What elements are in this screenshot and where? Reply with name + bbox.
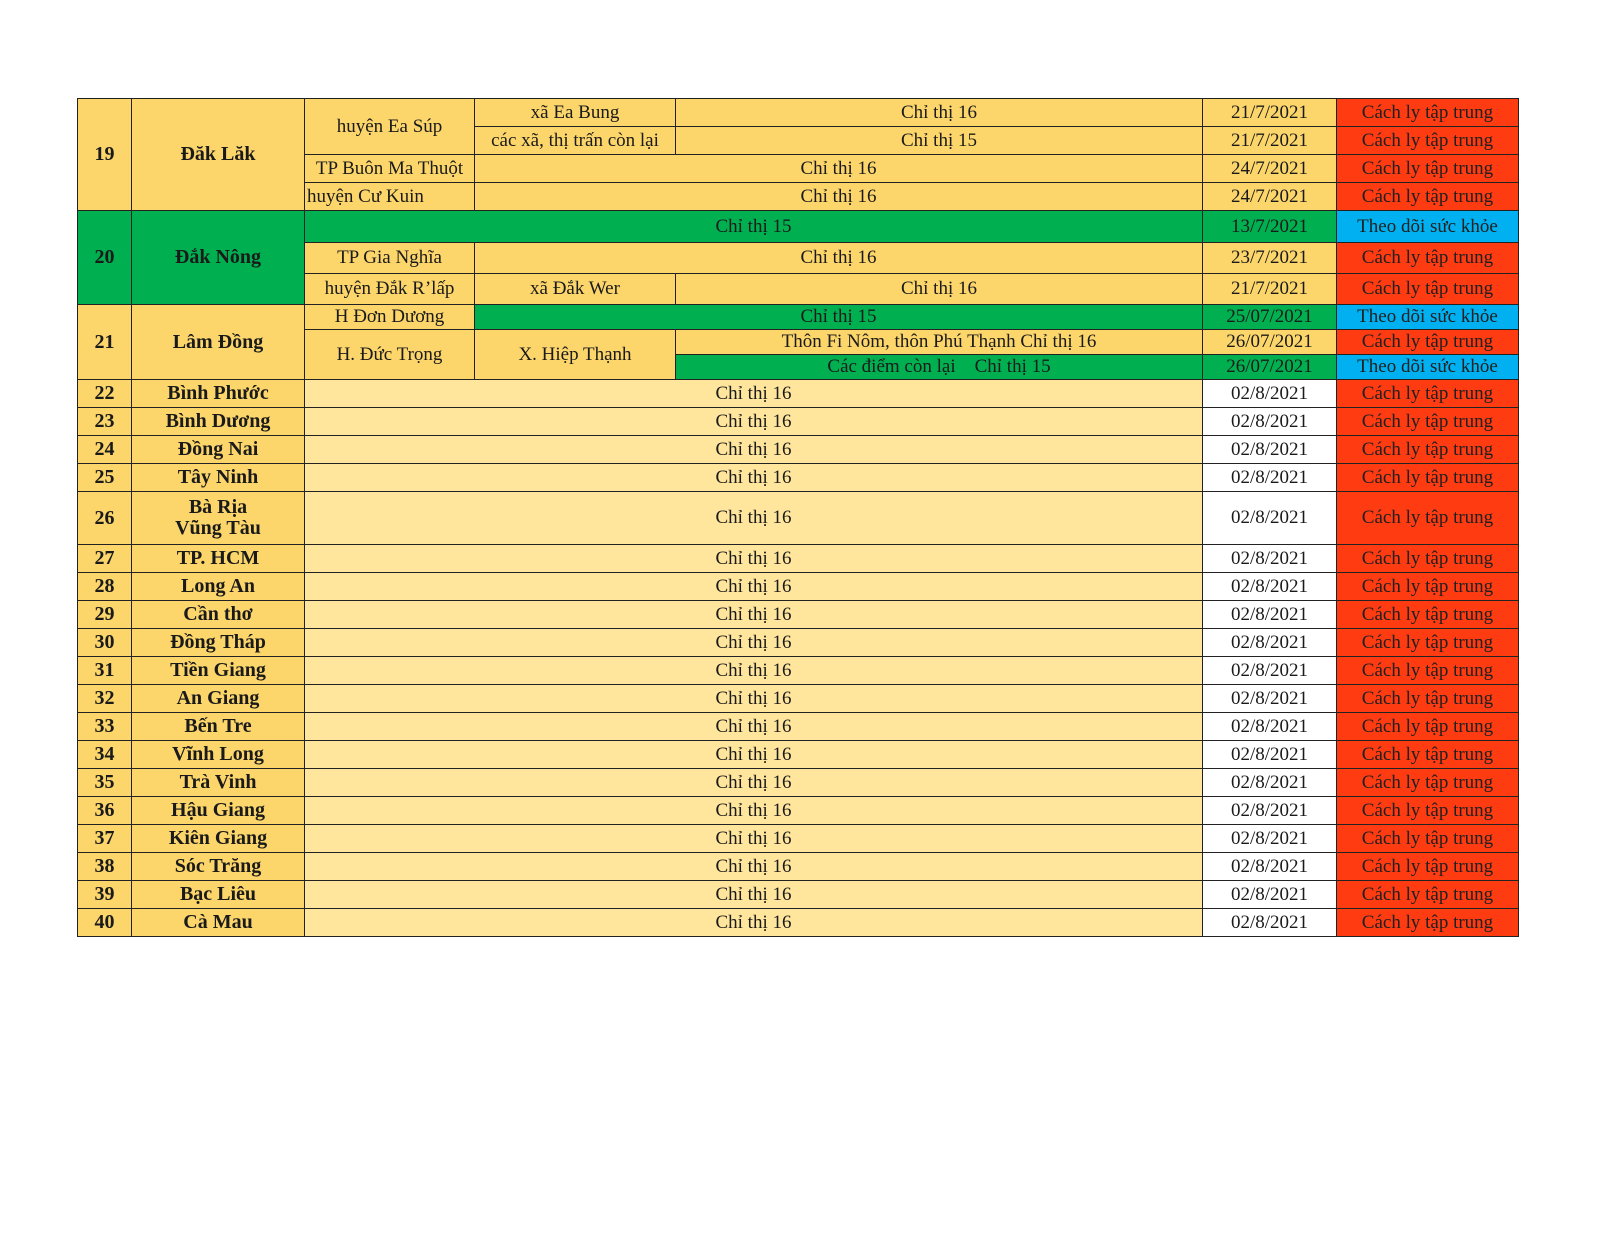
- row-number: 23: [78, 408, 132, 436]
- status-badge: Cách ly tập trung: [1337, 492, 1519, 545]
- date-cell: 23/7/2021: [1203, 243, 1337, 274]
- status-badge: Cách ly tập trung: [1337, 183, 1519, 211]
- directive-cell: Chỉ thị 16: [305, 881, 1203, 909]
- status-badge: Cách ly tập trung: [1337, 685, 1519, 713]
- date-cell: 02/8/2021: [1203, 408, 1337, 436]
- directive-cell: Chỉ thị 16: [676, 99, 1203, 127]
- date-cell: 02/8/2021: [1203, 436, 1337, 464]
- row-number: 28: [78, 573, 132, 601]
- directive-cell: Chỉ thị 16: [305, 380, 1203, 408]
- directive-cell: Chỉ thị 16: [305, 825, 1203, 853]
- status-badge: Theo dõi sức khỏe: [1337, 211, 1519, 243]
- date-cell: 02/8/2021: [1203, 464, 1337, 492]
- status-badge: Cách ly tập trung: [1337, 797, 1519, 825]
- status-badge: Cách ly tập trung: [1337, 713, 1519, 741]
- row-number: 25: [78, 464, 132, 492]
- commune-name: X. Hiệp Thạnh: [475, 330, 676, 380]
- table-row: [78, 305, 1519, 330]
- directive-cell: Chỉ thị 16: [305, 769, 1203, 797]
- commune-name: các xã, thị trấn còn lại: [475, 127, 676, 155]
- date-cell: 02/8/2021: [1203, 853, 1337, 881]
- date-cell: 02/8/2021: [1203, 573, 1337, 601]
- province-name: Bình Phước: [132, 380, 305, 408]
- directive-cell: Chỉ thị 16: [475, 243, 1203, 274]
- directive-cell: Chỉ thị 16: [305, 853, 1203, 881]
- date-cell: 02/8/2021: [1203, 685, 1337, 713]
- date-cell: 21/7/2021: [1203, 99, 1337, 127]
- directive-cell: Chỉ thị 16: [305, 909, 1203, 937]
- district-name: huyện Cư Kuin: [305, 183, 475, 211]
- status-badge: Cách ly tập trung: [1337, 573, 1519, 601]
- status-badge: Cách ly tập trung: [1337, 243, 1519, 274]
- status-badge: Theo dõi sức khỏe: [1337, 305, 1519, 330]
- row-number: 32: [78, 685, 132, 713]
- date-cell: 02/8/2021: [1203, 629, 1337, 657]
- directive-cell: Chỉ thị 16: [305, 573, 1203, 601]
- table-row: [78, 853, 1519, 881]
- province-name: Đồng Tháp: [132, 629, 305, 657]
- status-badge: Cách ly tập trung: [1337, 408, 1519, 436]
- row-number: 34: [78, 741, 132, 769]
- province-name: An Giang: [132, 685, 305, 713]
- row-number: 39: [78, 881, 132, 909]
- row-number: 27: [78, 545, 132, 573]
- district-name: TP Gia Nghĩa: [305, 243, 475, 274]
- row-number: 36: [78, 797, 132, 825]
- directive-cell: Chỉ thị 16: [305, 492, 1203, 545]
- district-name: H Đơn Dương: [305, 305, 475, 330]
- status-badge: Cách ly tập trung: [1337, 909, 1519, 937]
- table-row: [78, 685, 1519, 713]
- directive-cell: Chỉ thị 15: [475, 305, 1203, 330]
- district-name: TP Buôn Ma Thuột: [305, 155, 475, 183]
- directive-cell: Chỉ thị 16: [305, 797, 1203, 825]
- directive-cell: Chỉ thị 16: [305, 545, 1203, 573]
- directive-cell: Chỉ thị 15: [676, 127, 1203, 155]
- date-cell: 25/07/2021: [1203, 305, 1337, 330]
- table-row: [78, 99, 1519, 127]
- status-badge: Cách ly tập trung: [1337, 274, 1519, 305]
- district-name: huyện Đắk R’lấp: [305, 274, 475, 305]
- row-number: 38: [78, 853, 132, 881]
- date-cell: 02/8/2021: [1203, 380, 1337, 408]
- row-number: 22: [78, 380, 132, 408]
- directive-cell: Chỉ thị 16: [475, 183, 1203, 211]
- date-cell: 02/8/2021: [1203, 909, 1337, 937]
- date-cell: 02/8/2021: [1203, 545, 1337, 573]
- status-badge: Cách ly tập trung: [1337, 99, 1519, 127]
- row-number: 21: [78, 305, 132, 380]
- date-cell: 02/8/2021: [1203, 492, 1337, 545]
- date-cell: 21/7/2021: [1203, 127, 1337, 155]
- province-name: Hậu Giang: [132, 797, 305, 825]
- table-row: [78, 713, 1519, 741]
- date-cell: 02/8/2021: [1203, 601, 1337, 629]
- table-row: [78, 769, 1519, 797]
- date-cell: 02/8/2021: [1203, 657, 1337, 685]
- table-row: [78, 601, 1519, 629]
- row-number: 37: [78, 825, 132, 853]
- table-row: [78, 492, 1519, 545]
- row-number: 26: [78, 492, 132, 545]
- table-row: [78, 909, 1519, 937]
- province-name: Bình Dương: [132, 408, 305, 436]
- status-badge: Cách ly tập trung: [1337, 825, 1519, 853]
- status-badge: Cách ly tập trung: [1337, 330, 1519, 355]
- row-number: 33: [78, 713, 132, 741]
- date-cell: 02/8/2021: [1203, 769, 1337, 797]
- province-name: Trà Vinh: [132, 769, 305, 797]
- directive-cell: Chỉ thị 16: [305, 657, 1203, 685]
- date-cell: 02/8/2021: [1203, 713, 1337, 741]
- row-number: 35: [78, 769, 132, 797]
- row-number: 29: [78, 601, 132, 629]
- province-name: Vĩnh Long: [132, 741, 305, 769]
- date-cell: 02/8/2021: [1203, 881, 1337, 909]
- directive-cell: Các điểm còn lại Chỉ thị 15: [676, 355, 1203, 380]
- row-number: 24: [78, 436, 132, 464]
- status-badge: Cách ly tập trung: [1337, 436, 1519, 464]
- table-row: [78, 657, 1519, 685]
- table-row: [78, 629, 1519, 657]
- row-number: 31: [78, 657, 132, 685]
- directive-cell: Chỉ thị 16: [305, 741, 1203, 769]
- table-row: [78, 464, 1519, 492]
- row-number: 20: [78, 211, 132, 305]
- district-name: huyện Ea Súp: [305, 99, 475, 155]
- covid-measures-table: [77, 98, 1519, 937]
- date-cell: 02/8/2021: [1203, 825, 1337, 853]
- table-row: [78, 380, 1519, 408]
- table-row: [78, 825, 1519, 853]
- province-name: Cần thơ: [132, 601, 305, 629]
- table-row: [78, 573, 1519, 601]
- province-name: Cà Mau: [132, 909, 305, 937]
- date-cell: 13/7/2021: [1203, 211, 1337, 243]
- directive-cell: Chỉ thị 16: [305, 713, 1203, 741]
- directive-cell: Chỉ thị 16: [676, 274, 1203, 305]
- status-badge: Cách ly tập trung: [1337, 769, 1519, 797]
- table-row: [78, 408, 1519, 436]
- province-name: Tây Ninh: [132, 464, 305, 492]
- directive-cell: Chỉ thị 16: [305, 685, 1203, 713]
- status-badge: Cách ly tập trung: [1337, 881, 1519, 909]
- status-badge: Cách ly tập trung: [1337, 741, 1519, 769]
- status-badge: Cách ly tập trung: [1337, 629, 1519, 657]
- directive-cell: Chỉ thị 15: [305, 211, 1203, 243]
- table-row: [78, 211, 1519, 243]
- date-cell: 21/7/2021: [1203, 274, 1337, 305]
- table-row: [78, 881, 1519, 909]
- directive-cell: Chỉ thị 16: [305, 629, 1203, 657]
- status-badge: Cách ly tập trung: [1337, 545, 1519, 573]
- province-name: Đắk Nông: [132, 211, 305, 305]
- table-row: [78, 545, 1519, 573]
- status-badge: Theo dõi sức khỏe: [1337, 355, 1519, 380]
- directive-cell: Thôn Fi Nôm, thôn Phú Thạnh Chỉ thị 16: [676, 330, 1203, 355]
- status-badge: Cách ly tập trung: [1337, 853, 1519, 881]
- status-badge: Cách ly tập trung: [1337, 601, 1519, 629]
- province-name: TP. HCM: [132, 545, 305, 573]
- status-badge: Cách ly tập trung: [1337, 127, 1519, 155]
- province-name: Long An: [132, 573, 305, 601]
- province-name: Kiên Giang: [132, 825, 305, 853]
- status-badge: Cách ly tập trung: [1337, 464, 1519, 492]
- province-name: Lâm Đồng: [132, 305, 305, 380]
- directive-cell: Chỉ thị 16: [475, 155, 1203, 183]
- status-badge: Cách ly tập trung: [1337, 155, 1519, 183]
- date-cell: 24/7/2021: [1203, 183, 1337, 211]
- table-row: [78, 436, 1519, 464]
- table-row: [78, 797, 1519, 825]
- district-name: H. Đức Trọng: [305, 330, 475, 380]
- table-row: [78, 741, 1519, 769]
- date-cell: 26/07/2021: [1203, 330, 1337, 355]
- date-cell: 02/8/2021: [1203, 741, 1337, 769]
- status-badge: Cách ly tập trung: [1337, 657, 1519, 685]
- province-name: Tiền Giang: [132, 657, 305, 685]
- status-badge: Cách ly tập trung: [1337, 380, 1519, 408]
- row-number: 30: [78, 629, 132, 657]
- directive-cell: Chỉ thị 16: [305, 436, 1203, 464]
- province-name: Bà Rịa Vũng Tàu: [132, 492, 305, 545]
- directive-cell: Chỉ thị 16: [305, 464, 1203, 492]
- province-name: Bến Tre: [132, 713, 305, 741]
- date-cell: 02/8/2021: [1203, 797, 1337, 825]
- province-name: Sóc Trăng: [132, 853, 305, 881]
- date-cell: 26/07/2021: [1203, 355, 1337, 380]
- province-name: Bạc Liêu: [132, 881, 305, 909]
- province-name: Đồng Nai: [132, 436, 305, 464]
- directive-cell: Chỉ thị 16: [305, 601, 1203, 629]
- directive-cell: Chỉ thị 16: [305, 408, 1203, 436]
- row-number: 40: [78, 909, 132, 937]
- row-number: 19: [78, 99, 132, 211]
- date-cell: 24/7/2021: [1203, 155, 1337, 183]
- province-name: Đăk Lăk: [132, 99, 305, 211]
- commune-name: xã Ea Bung: [475, 99, 676, 127]
- commune-name: xã Đắk Wer: [475, 274, 676, 305]
